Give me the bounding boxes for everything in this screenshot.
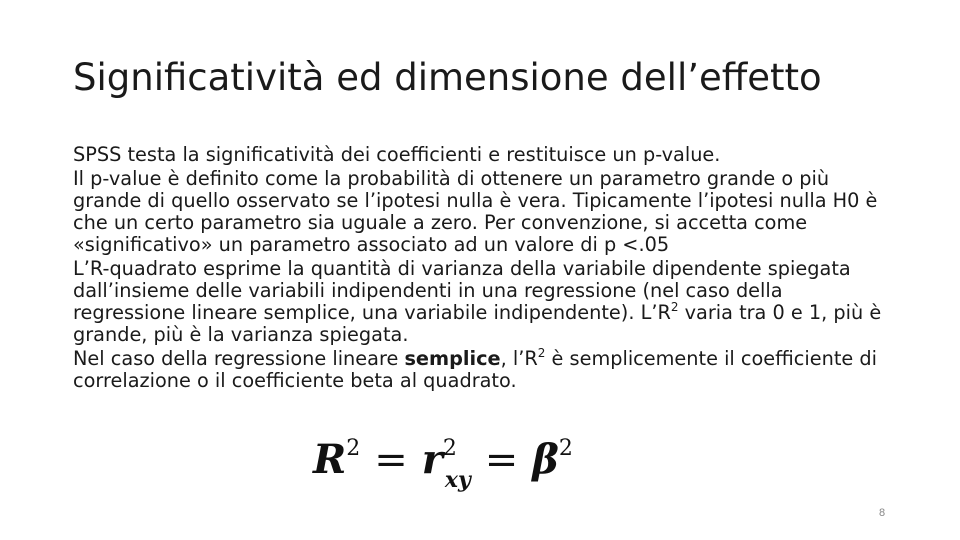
formula-beta: β bbox=[532, 436, 559, 483]
paragraph-spss: SPSS testa la significatività dei coefficienti e restituisce un p-value. bbox=[73, 143, 721, 166]
simple-superscript: 2 bbox=[537, 346, 546, 360]
r-squared-text-b: varia tra 0 e 1, più è grande, più è la varianza spiegata. bbox=[73, 301, 882, 346]
formula-rxy-exponent: 2 bbox=[442, 436, 457, 461]
r-squared-superscript: 2 bbox=[670, 300, 679, 314]
paragraph-simple-regression bbox=[73, 348, 883, 392]
formula-rxy: r bbox=[421, 436, 443, 483]
formula-r: R bbox=[313, 436, 347, 483]
page-number: 8 bbox=[879, 507, 886, 519]
formula-equals-1: = bbox=[374, 437, 408, 483]
slide-body bbox=[73, 144, 883, 394]
formula-rxy-subscript: xy bbox=[444, 467, 471, 493]
simple-text-a: Nel caso della regressione lineare bbox=[73, 347, 405, 370]
formula-r-exponent: 2 bbox=[346, 436, 361, 461]
simple-text-b: , l’R bbox=[500, 347, 538, 370]
formula bbox=[313, 436, 573, 493]
slide-title: Significatività ed dimensione dell’effetto bbox=[73, 56, 822, 99]
formula-beta-exponent: 2 bbox=[558, 436, 573, 461]
paragraph-r-squared bbox=[73, 258, 883, 346]
simple-text-c: è semplicemente il coefficiente di correlazione o il coefficiente beta al quadrato. bbox=[73, 347, 877, 392]
r-squared-text-a: L’R-quadrato esprime la quantità di varianza della variabile dipendente spiegata dall’insieme delle variabili indipendenti in una regressione (nel caso della regressione lineare semplice, una variabile indipendente). L’R bbox=[73, 257, 851, 324]
formula-equals-2: = bbox=[484, 437, 519, 483]
paragraph-p-value: Il p-value è definito come la probabilità di ottenere un parametro grande o più grande di quello osservato se l’ipotesi nulla è vera. Tipicamente l’ipotesi nulla H0 è che un certo parametro sia uguale a zero. Per convenzione, si accetta come «significativo» un parametro associato ad un valore di p <.05 bbox=[73, 167, 878, 256]
simple-emphasis: semplice bbox=[404, 347, 501, 370]
